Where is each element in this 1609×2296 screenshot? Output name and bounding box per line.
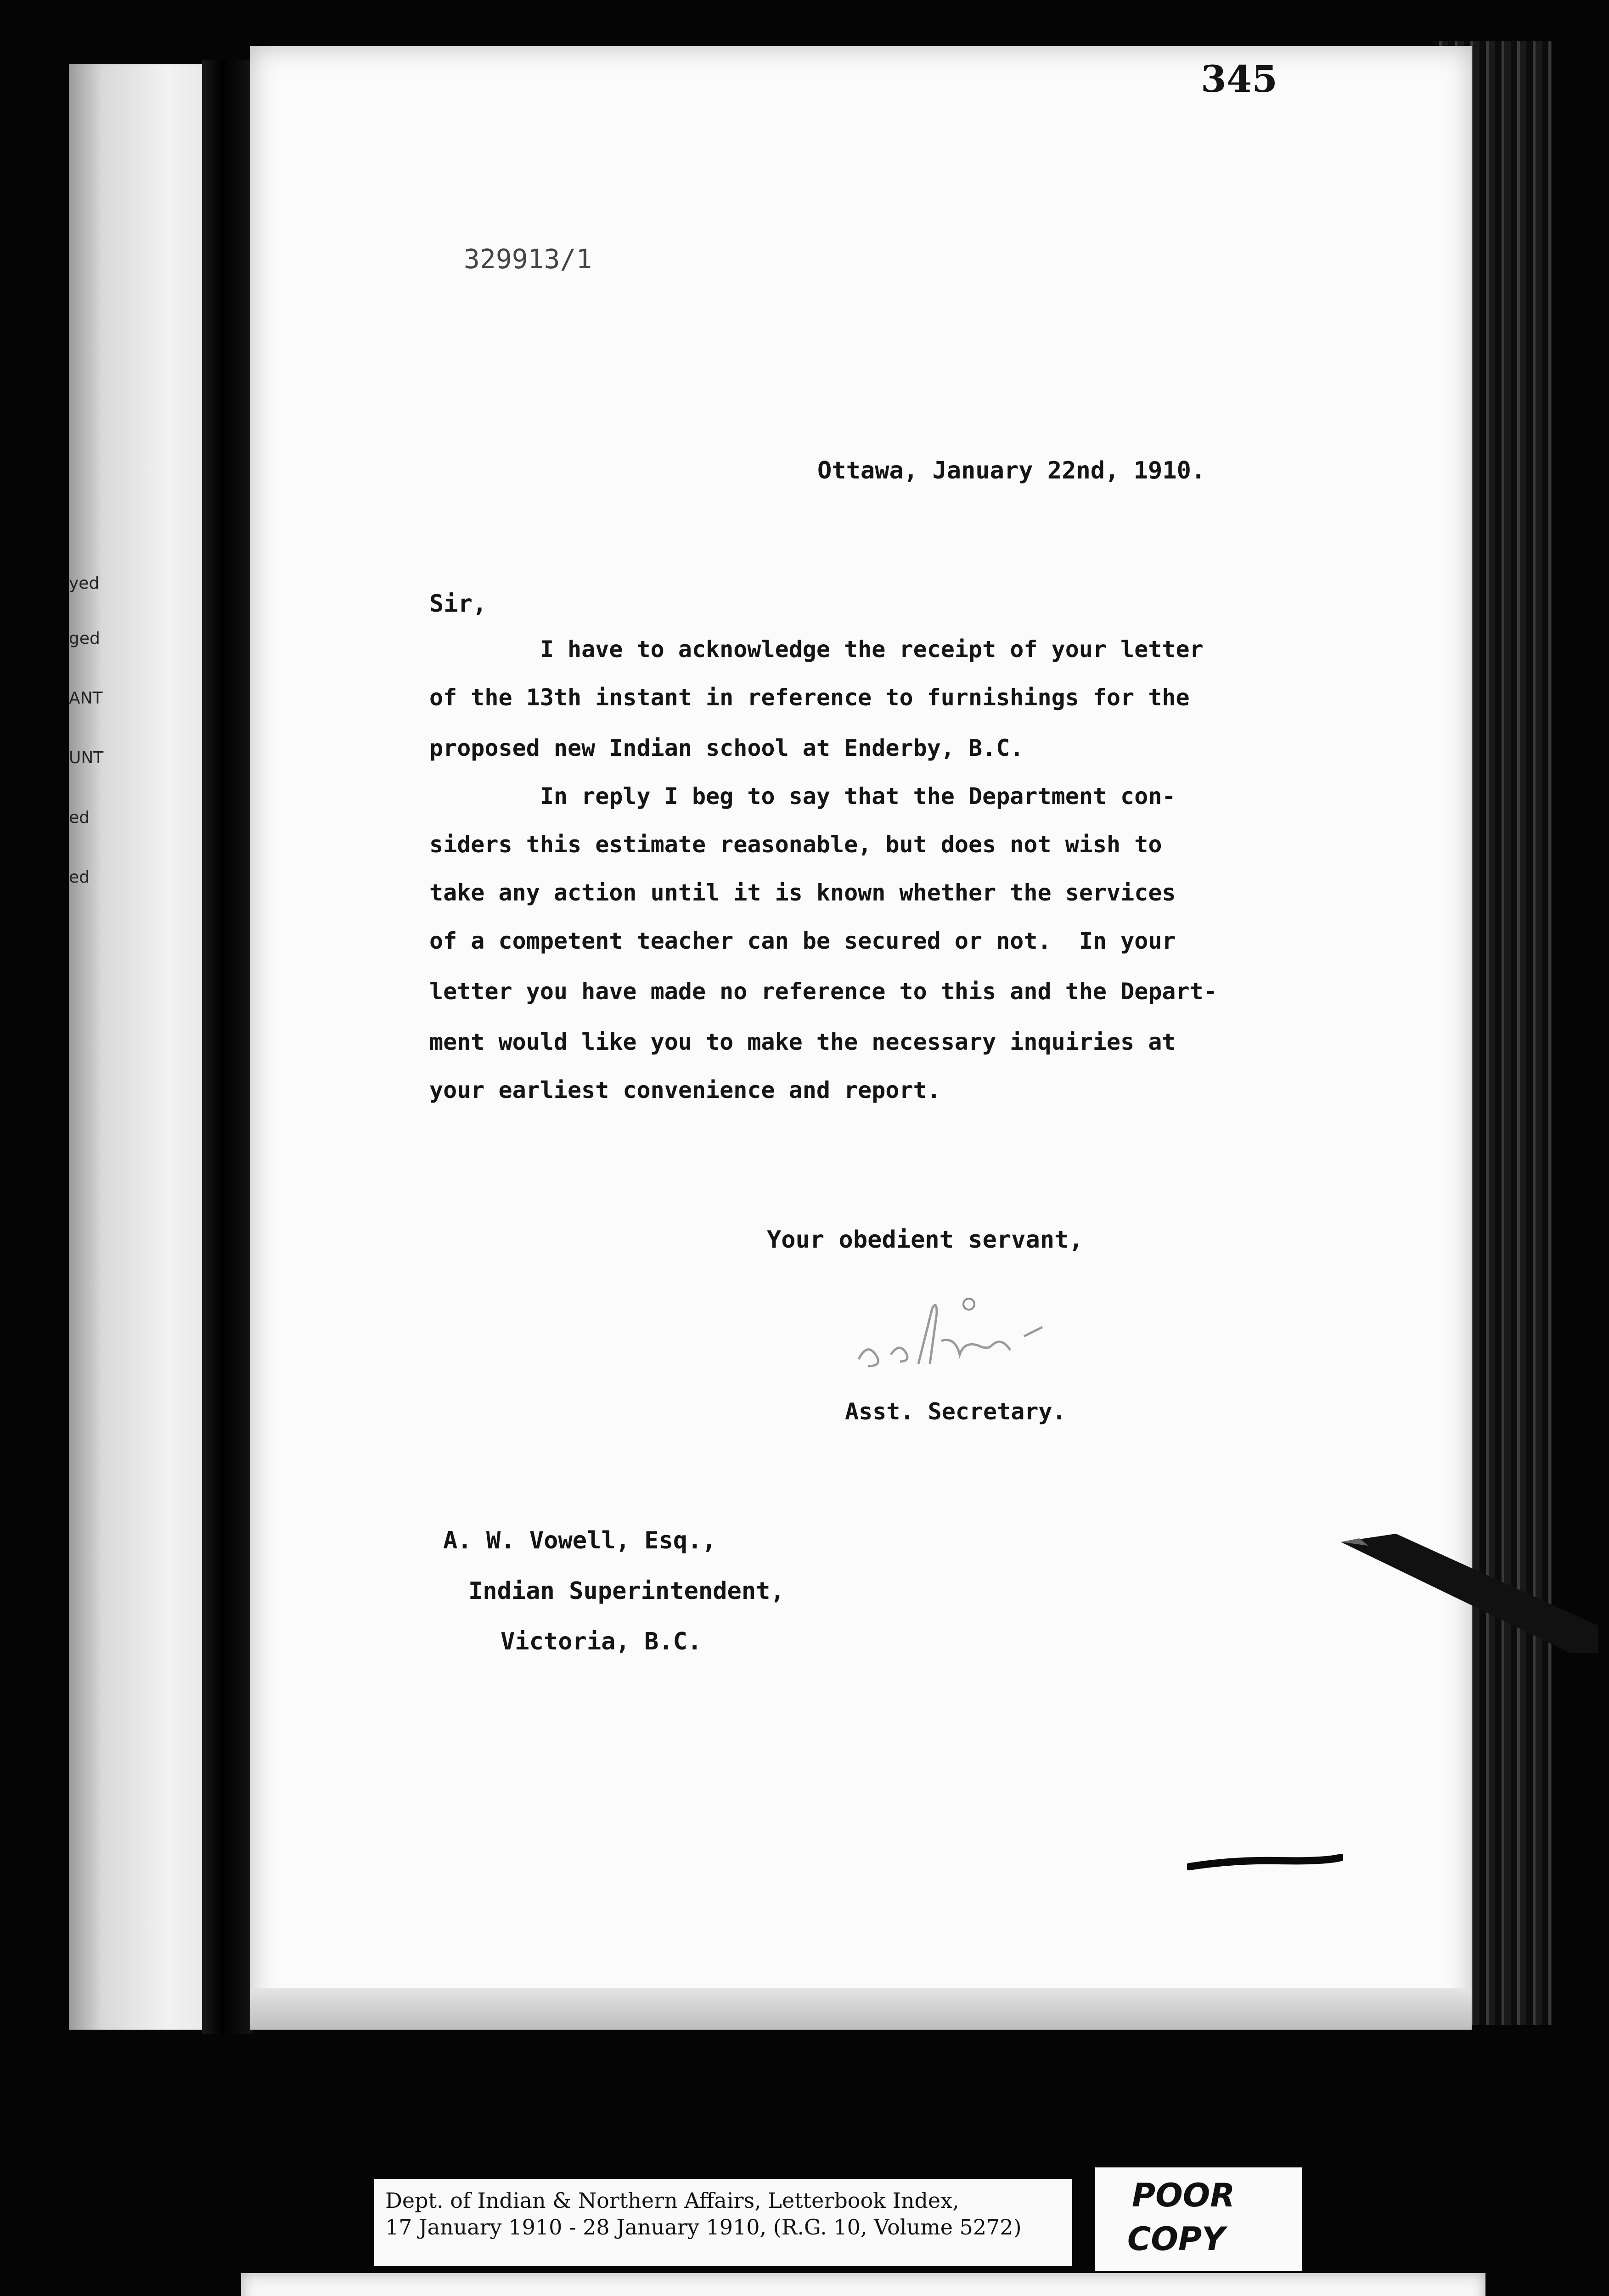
- previous-page-fragments: yed ged ANT UNT ed ed: [69, 574, 104, 887]
- body-line: letter you have made no reference to this and the Depart-: [429, 978, 1217, 1005]
- salutation: Sir,: [429, 590, 487, 618]
- archives-plate: [241, 2273, 1485, 2296]
- body-line: your earliest convenience and report.: [429, 1077, 941, 1103]
- book-gutter: [202, 60, 253, 2034]
- signer-title: Asst. Secretary.: [845, 1398, 1066, 1425]
- address-line: Victoria, B.C.: [501, 1628, 702, 1655]
- page-number: 345: [1201, 57, 1277, 101]
- pen-pointer-icon: [1341, 1534, 1598, 1653]
- body-line: In reply I beg to say that the Department con-: [429, 783, 1176, 810]
- body-line: proposed new Indian school at Enderby, B.C.: [429, 735, 1024, 761]
- handwritten-signature: [850, 1290, 1070, 1382]
- body-line: take any action until it is known whether the services: [429, 879, 1176, 906]
- poor-copy-word: POOR: [1132, 2177, 1235, 2214]
- address-line: A. W. Vowell, Esq.,: [443, 1527, 716, 1554]
- body-line: ment would like you to make the necessary inquiries at: [429, 1029, 1176, 1055]
- body-line: I have to acknowledge the receipt of your letter: [429, 636, 1204, 663]
- file-number: 329913/1: [464, 243, 592, 275]
- body-line: siders this estimate reasonable, but does not wish to: [429, 831, 1162, 858]
- source-label-line: 17 January 1910 - 28 January 1910, (R.G. 10, Volume 5272): [385, 2215, 1022, 2240]
- date-line: Ottawa, January 22nd, 1910.: [817, 457, 1206, 484]
- address-line: Indian Superintendent,: [468, 1577, 785, 1605]
- closing: Your obedient servant,: [767, 1226, 1083, 1254]
- body-line: of a competent teacher can be secured or not. In your: [429, 928, 1176, 954]
- page-bottom-edge: [250, 1988, 1472, 2030]
- source-label-line: Dept. of Indian & Northern Affairs, Letterbook Index,: [385, 2188, 959, 2213]
- source-label: [374, 2179, 1072, 2266]
- poor-copy-word: COPY: [1127, 2220, 1225, 2258]
- ink-stroke: [1187, 1851, 1343, 1878]
- poor-copy-note: [1095, 2167, 1302, 2271]
- body-line: of the 13th instant in reference to furnishings for the: [429, 684, 1190, 711]
